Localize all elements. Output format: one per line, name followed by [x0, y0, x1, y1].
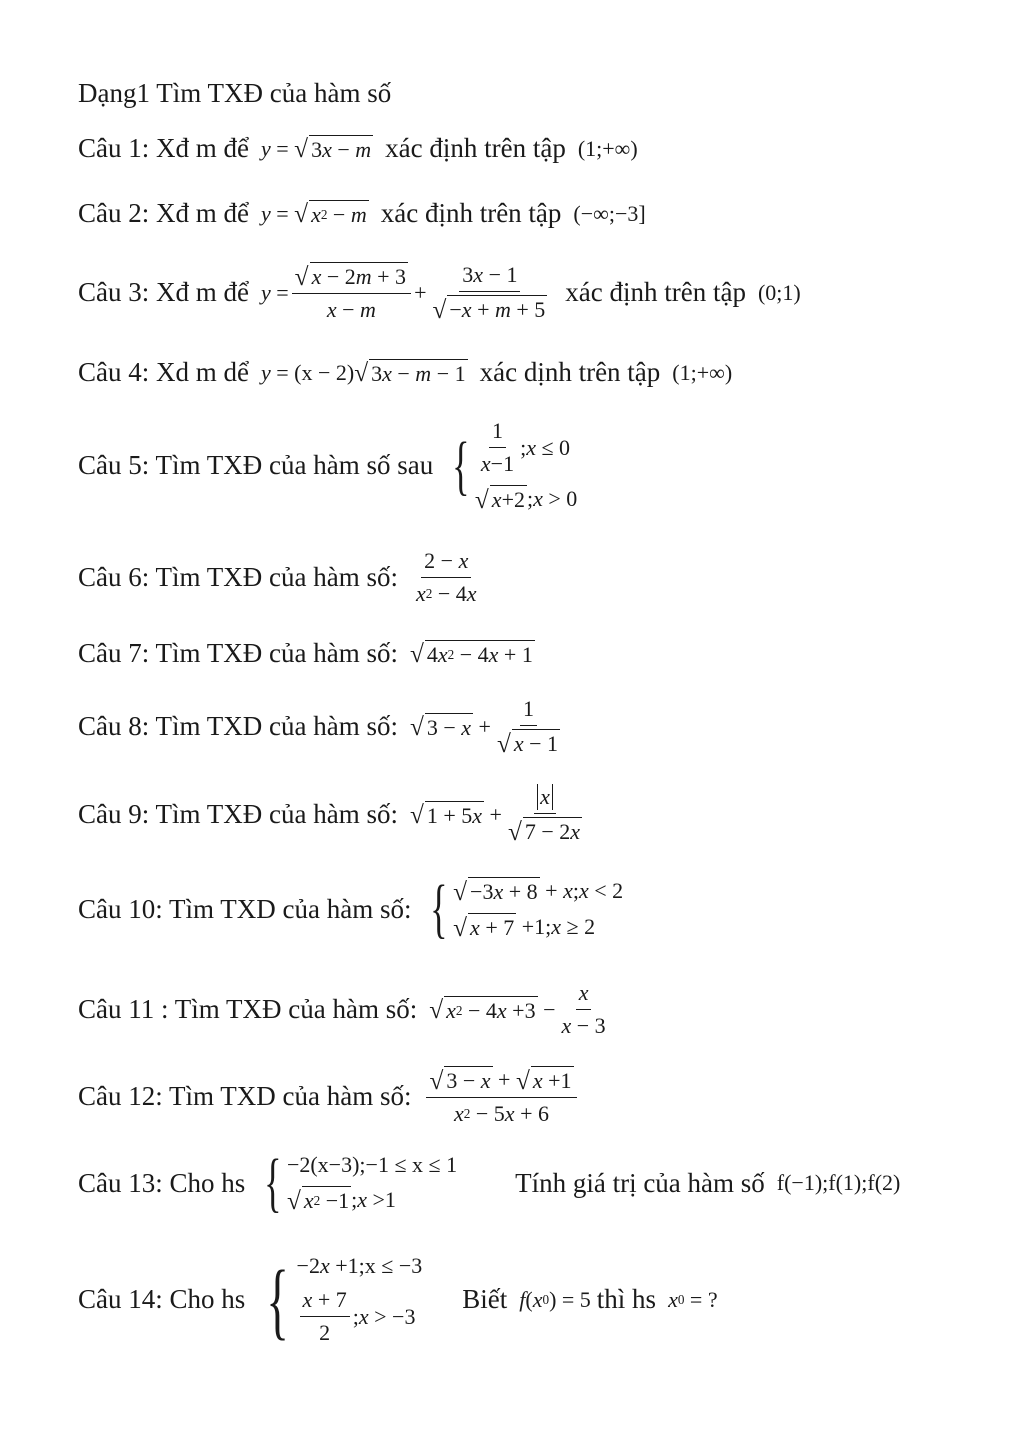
- question-9-label: Câu 9: Tìm TXĐ của hàm số:: [78, 799, 398, 829]
- question-3-formula: y = √ x − 2 m + 3 x − m + 3 x − 1 √ − x + m + 5: [260, 262, 546, 324]
- question-14-condition: f ( x 0 ) = 5: [519, 1286, 591, 1312]
- question-10-label: Câu 10: Tìm TXD của hàm số:: [78, 893, 412, 924]
- question-13-after: Tính giá trị của hàm số: [515, 1167, 765, 1198]
- question-7-formula: √ 4 x 2 − 4 x + 1: [409, 640, 533, 669]
- question-5: [78, 418, 577, 513]
- question-9-formula: √ 1 + 5 x + x √ 7 − 2 x: [409, 784, 581, 846]
- question-4-formula: y = (x − 2) √ 3 x − m − 1: [260, 359, 466, 388]
- question-2: [78, 198, 646, 229]
- question-6: [78, 548, 483, 607]
- question-8-label: Câu 8: Tìm TXD của hàm số:: [78, 711, 398, 741]
- question-13-label: Câu 13: Cho hs: [78, 1167, 246, 1198]
- question-5-label: Câu 5: Tìm TXĐ của hàm số sau: [78, 450, 434, 480]
- question-13-piecewise: { −2(x−3);−1 ≤ x ≤ 1 √ x 2 −1 ; x >1: [264, 1146, 458, 1219]
- question-12: [78, 1066, 580, 1127]
- question-9: [78, 784, 588, 845]
- question-3-label: Câu 3: Xđ m để: [78, 277, 249, 307]
- question-4-set: (1;+∞): [672, 359, 733, 385]
- question-12-formula: √ 3 − x + √ x +1 x 2 − 5 x + 6: [423, 1066, 579, 1127]
- question-5-piecewise: { 1 x −1 ; x ≤ 0 √ x +2 ; x > 0: [452, 418, 578, 514]
- question-10-piecewise: { √ −3 x + 8 + x ; x < 2 √ x + 7 +1; x ≥ 2: [430, 872, 624, 945]
- question-3: [78, 262, 801, 323]
- question-2-after: xác định trên tập: [380, 198, 562, 228]
- question-14: [78, 1253, 718, 1346]
- question-13-values: f(−1);f(1);f(2): [776, 1170, 901, 1195]
- title: Dạng1 Tìm TXĐ của hàm số: [78, 78, 392, 108]
- question-11-label: Câu 11 : Tìm TXĐ của hàm số:: [78, 994, 418, 1024]
- question-2-set: (−∞;−3]: [573, 200, 646, 226]
- question-7: [78, 638, 535, 669]
- question-3-after: xác định trên tập: [565, 277, 746, 307]
- question-1-label: Câu 1: Xđ m để: [78, 133, 249, 163]
- question-6-formula: 2 − x x 2 − 4 x: [415, 548, 477, 606]
- question-3-set: (0;1): [757, 279, 801, 305]
- question-1-after: xác định trên tập: [385, 133, 566, 163]
- question-4: [78, 357, 732, 388]
- question-2-formula: y = √ x 2 − m: [260, 200, 367, 229]
- question-8-formula: √ 3 − x + 1 √ x − 1: [409, 696, 559, 758]
- question-11: [78, 980, 612, 1039]
- question-14-label: Câu 14: Cho hs: [78, 1284, 246, 1314]
- question-6-label: Câu 6: Tìm TXĐ của hàm số:: [78, 562, 398, 592]
- question-11-formula: √ x 2 − 4 x +3 − x x − 3: [429, 980, 606, 1038]
- question-4-after: xác dịnh trên tập: [479, 357, 661, 387]
- question-4-label: Câu 4: Xd m dể: [78, 357, 249, 387]
- question-14-tail: thì hs: [596, 1284, 657, 1314]
- question-1-set: (1;+∞): [577, 135, 638, 161]
- question-14-unknown: x 0 = ?: [668, 1286, 718, 1312]
- question-10: [78, 872, 624, 945]
- question-7-label: Câu 7: Tìm TXĐ của hàm số:: [78, 638, 398, 668]
- question-14-piecewise: { −2 x +1;x ≤ −3 x + 7 2 ; x > −3: [266, 1251, 423, 1348]
- question-8: [78, 696, 566, 757]
- question-1: [78, 133, 638, 164]
- question-12-label: Câu 12: Tìm TXD của hàm số:: [78, 1081, 412, 1111]
- question-14-after: Biết: [462, 1284, 508, 1314]
- question-13: [78, 1146, 901, 1219]
- question-1-formula: y = √ 3 x − m: [260, 135, 372, 164]
- question-2-label: Câu 2: Xđ m để: [78, 198, 249, 228]
